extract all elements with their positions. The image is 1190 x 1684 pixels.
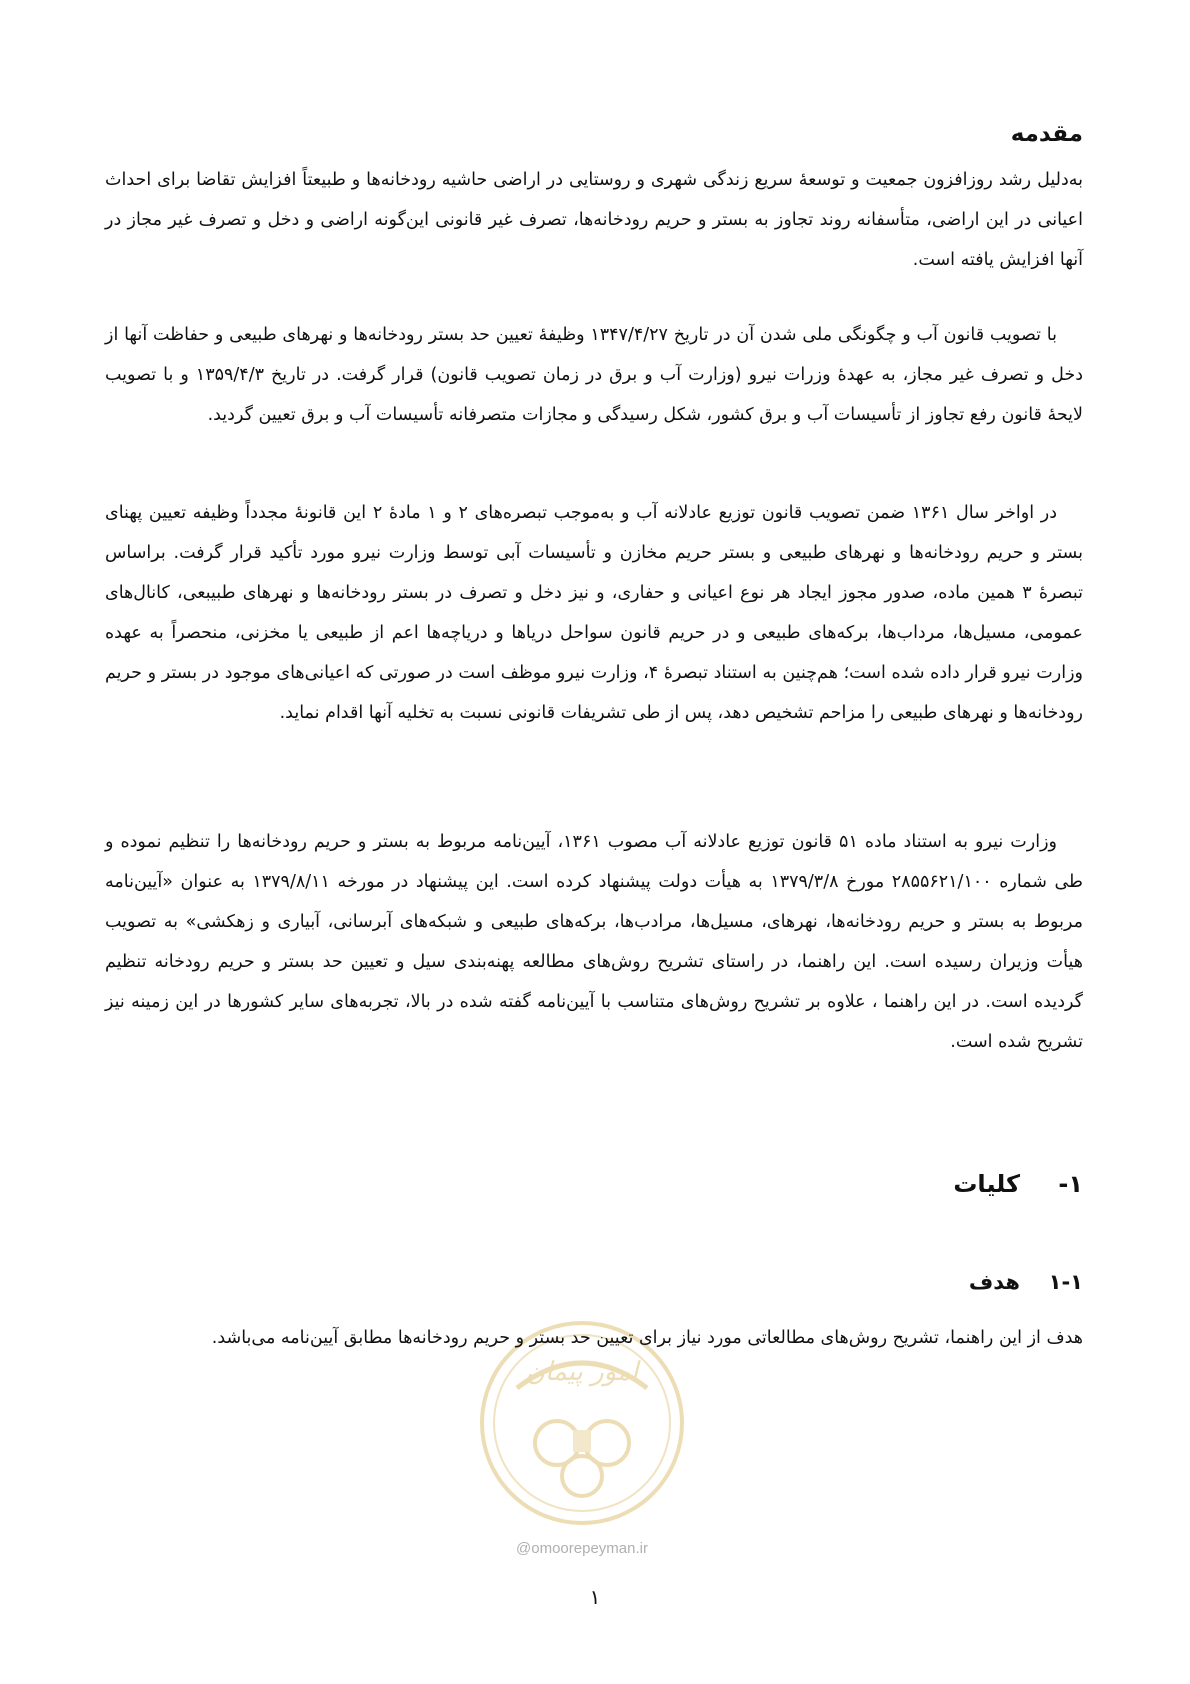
paragraph-4: وزارت نیرو به استناد ماده ۵۱ قانون توزیع عادلانه آب مصوب ۱۳۶۱، آیین‌نامه مربوط به بستر و حریم رودخانه‌ها را تنظیم نموده و طی شماره ۲۸۵۵۶۲۱/۱۰۰ مورخ ۱۳۷۹/۳/۸ به هیأت دولت پیشنهاد کرده است. این پیشنهاد در مورخه ۱۳۷۹/۸/۱۱ به عنوان «آیین‌نامه مربوط به بستر و حریم رودخانه‌ها، نهرهای، مسیل‌ها، مرادب‌ها، برکه‌های طبیعی و شبکه‌های آبرسانی، آبیاری و زهکشی» به تصویب هیأت وزیران رسیده است. این راهنما، در راستای تشریح روش‌های مطالعه پهنه‌بندی سیل و تعیین حد بستر و حریم رودخانه تنظیم گردیده است. در این راهنما ، علاوه بر تشریح روش‌های متناسب با آیین‌نامه گفته شده در بالا، تجربه‌های سایر کشورها در این زمینه نیز تشریح شده است.	[105, 832, 1083, 1052]
subsection-paragraph: هدف از این راهنما، تشریح روش‌های مطالعاتی مورد نیاز برای تعیین حد بستر و حریم رودخانه‌ها مطابق آیین‌نامه می‌باشد.	[211, 1328, 1083, 1348]
section-number: ۱-	[1058, 1170, 1083, 1198]
paragraph-3: در اواخر سال ۱۳۶۱ ضمن تصویب قانون توزیع عادلانه آب و به‌موجب تبصره‌های ۲ و ۱ مادۀ ۲ این قانونۀ مجدداً وظیفه تعیین پهنای بستر و حریم رودخانه‌ها و نهرهای طبیعی و بستر حریم مخازن و تأسیسات آبی توسط وزارت نیرو مورد تأکید قرار گرفت. براساس تبصرۀ ۳ همین ماده، صدور مجوز ایجاد هر نوع اعیانی و حفاری، و نیز دخل و تصرف در بستر رودخانه‌ها و نهرهای طبیبعی، کانال‌های عمومی، مسیل‌ها، مرداب‌ها، برکه‌های طبیعی و در حریم قانون سواحل دریاها و دریاچه‌ها اعم از طبیعی یا مخزنی، منحصراً به عهده وزارت نیرو قرار داده شده است؛ هم‌چنین به استناد تبصرۀ ۴، وزارت نیرو موظف است در صورتی که اعیانی‌های موجود در بستر و حریم رودخانه‌ها و نهرهای طبیعی را مزاحم تشخیص دهد، پس از طی تشریفات قانونی نسبت به تخلیه آنها اقدام نماید.	[105, 503, 1083, 723]
watermark-url: @omoorepeyman.ir	[516, 1540, 648, 1557]
paragraph-2: با تصویب قانون آب و چگونگی ملی شدن آن در تاریخ ۱۳۴۷/۴/۲۷ وظیفۀ تعیین حد بستر رودخانه‌ها و نهرهای طبیعی و حفاظت آنها از دخل و تصرف غیر مجاز، به عهدۀ وزرات نیرو (وزارت آب و برق در زمان تصویب قانون) قرار گرفت. در تاریخ ۱۳۵۹/۴/۳ و با تصویب لایحۀ قانون رفع تجاوز از تأسیسات آب و برق کشور، شکل رسیدگی و مجازات متصرفانه تأسیسات آب و برق تعیین گردید.	[105, 325, 1083, 425]
paragraph-1: به‌دلیل رشد روزافزون جمعیت و توسعۀ سریع زندگی شهری و روستایی در اراضی حاشیه رودخانه‌ها و طبیعتاً افزایش تقاضا برای احداث اعیانی در این اراضی، متأسفانه روند تجاوز به بستر و حریم رودخانه‌ها، تصرف غیر قانونی این‌گونه اراضی و دخل و تصرف غیر مجاز در آنها افزایش یافته است.	[105, 170, 1083, 270]
seal-text: امور پیمان	[525, 1357, 639, 1387]
subsection-number: ۱-۱	[1048, 1270, 1083, 1294]
subsection-title: هدف	[968, 1270, 1020, 1294]
intro-heading: مقدمه	[1010, 121, 1083, 147]
section-title: کلیات	[953, 1170, 1020, 1198]
page-number: ۱	[589, 1585, 601, 1609]
